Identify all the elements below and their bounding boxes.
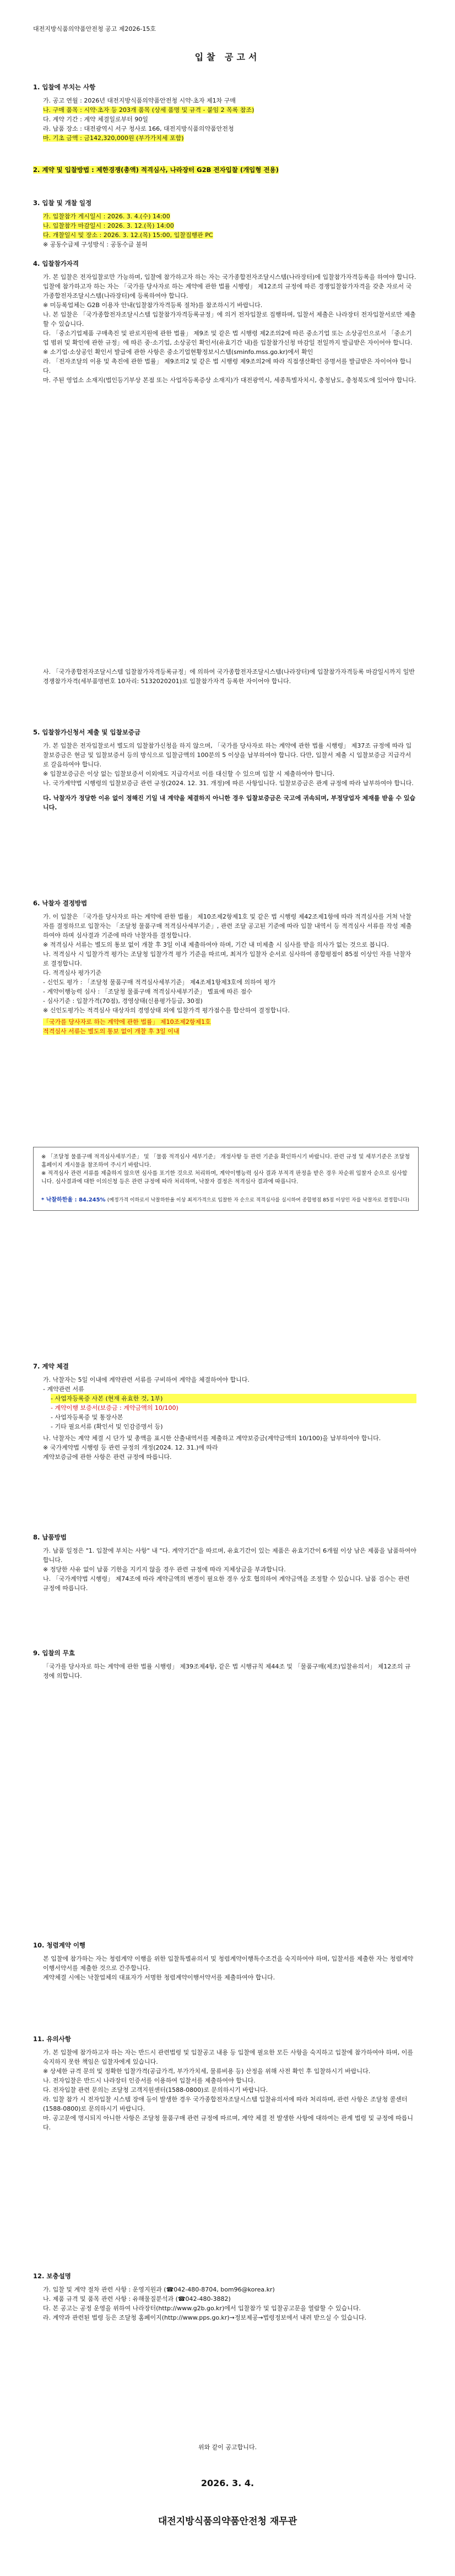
s10-body: 본 입찰에 참가하는 자는 청렴계약 이행을 위한 입찰특별유의서 및 청렴계약이행특수조건을 숙지하여야 하며, 입찰서를 제출한 자는 청렴계약 이행서약서를 제출한 것으로 간주합니다. 계약체결 시에는 낙찰업체의 대표자가 서명한 청렴계약이행서약서를 제출하여야 합니다.	[43, 1955, 414, 1981]
s1-line-1: 가. 공고 연월 : 2026년 대전지방식품의약품안전청 시약·초자 제1차 구매	[43, 96, 236, 104]
closing-line: 위와 같이 공고합니다.	[198, 2444, 257, 2451]
section-7-heading: 7. 계약 체결	[33, 1362, 69, 1370]
section-7	[0, 1362, 455, 1462]
section-8	[0, 1533, 455, 1593]
section-6-heading: 6. 낙찰자 결정방법	[33, 899, 88, 907]
notice-number: 대전지방식품의약품안전청 공고 제2026-15호	[33, 25, 156, 33]
s1-line-2: 나. 구매 품목 : 시약·초자 등 203개 품목 (상세 품명 및 규격 - 붙임 2 목록 참조)	[43, 106, 254, 114]
s1-line-5: 마. 기초 금액 : 금142,320,000원 (부가가치세 포함)	[43, 135, 184, 142]
s7-body: 가. 낙찰자는 5일 이내에 계약관련 서류를 구비하여 계약을 체결하여야 합니다. - 계약관련 서류	[43, 1376, 250, 1393]
notice-box	[33, 1147, 419, 1211]
lower-limit-label: * 낙찰하한율 : 84.245%	[41, 1197, 106, 1203]
s9-body: 「국가를 당사자로 하는 계약에 관한 법률 시행령」 제39조제4항, 같은 법 시행규칙 제44조 및 「물품구매(제조)입찰유의서」 제12조의 규정에 의합니다.	[43, 1662, 411, 1679]
section-6	[0, 899, 455, 1036]
page-title: 입찰 공고서	[194, 52, 261, 62]
section-9-heading: 9. 입찰의 무효	[33, 1649, 75, 1657]
section-4-sa	[0, 667, 455, 686]
section-5-heading: 5. 입찰참가신청서 제출 및 입찰보증금	[33, 728, 141, 736]
section-4	[0, 259, 455, 385]
s7-list-4: - 기타 필요서류 (확인서 및 인감증명서 등)	[51, 1423, 163, 1431]
s12-body: 가. 입찰 및 계약 절차 관련 사항 : 운영지원과 (☎042-480-8704, bom96@korea.kr) 나. 제품 규격 및 품목 관련 사항 : 유해물질분석과 (☎042-480-3882) 다. 본 공고는 공정 운영을 위하여 나라장터(http://www.g2b.go.kr)에서 입찰참가 및 입찰공고문을 열람할 수 있습니다. 라. 계약과 관련된 법령 등은 조달청 홈페이지(http://www.pps.go.kr)→정보제공→법령정보에서 내려 받으실 수 있습니다.	[43, 2285, 367, 2321]
s6-highlight-a: 「국가를 당사자로 하는 계약에 관한 법률」 제10조제2항제1호	[43, 1018, 211, 1026]
lower-limit-text: (예정가격 이하로서 낙찰하한율 이상 최저가격으로 입찰한 자 순으로 적격심사를 실시하여 종합평점 85점 이상인 자를 낙찰자로 결정합니다)	[107, 1198, 410, 1203]
section-10	[0, 1941, 455, 1982]
notice-box-text: ※ 「조달청 물품구매 적격심사세부기준」 및 「물품 적격심사 세부기준」 개정사항 등 관련 기준을 확인하시기 바랍니다. 관련 규정 및 세부기준은 조달청 홈페이지 게시물을 참조하여 주시기 바랍니다. ※ 적격심사 관련 서류를 제출하지 않으면 심사를 포기한 것으로 처리하며, 계약이행능력 심사 결과 부적격 판정을 받은 경우 차순위 입찰자 순으로 심사합니다. 심사결과에 대한 이의신청 등은 관련 규정에 따라 처리하며, 낙찰자 결정은 적격심사 결과에 따릅니다.	[41, 1154, 410, 1185]
s4-body: 가. 본 입찰은 전자입찰로만 가능하며, 입찰에 참가하고자 하는 자는 국가종합전자조달시스템(나라장터)에 입찰참가자격등록을 하여야 합니다. 입찰에 참가하고자 하는 자는 「국가를 당사자로 하는 계약에 관한 법률 시행령」 제12조의 규정에 따른 경쟁입찰참가자격을 갖춘 자로서 국가종합전자조달시스템(나라장터)에 등록하여야 합니다. ※ 미등록업체는 G2B 이용자 안내(입찰참가자격등록 절차)를 참조하시기 바랍니다. 나. 본 입찰은 「국가종합전자조달시스템 입찰참가자격등록규정」에 의거 전자입찰로 집행하며, 입찰서 제출은 나라장터 전자입찰서로만 제출할 수 있습니다. 다. 「중소기업제품 구매촉진 및 판로지원에 관한 법률」 제9조 및 같은 법 시행령 제2조의2에 따른 중소기업 또는 소상공인으로서 「중소기업 범위 및 확인에 관한 규정」에 따른 중·소기업, 소상공인 확인서(유효기간 내)를 입찰참가신청 마감일 전일까지 발급받은 자이어야 합니다. ※ 소기업·소상공인 확인서 발급에 관한 사항은 중소기업현황정보시스템(sminfo.mss.go.kr)에서 확인 라. 「전자조달의 이용 및 촉진에 관한 법률」 제9조의2 및 같은 법 시행령 제9조의2에 따라 직접생산확인 증명서를 발급받은 자이어야 합니다. 마. 주된 영업소 소재지(법인등기부상 본점 또는 사업자등록증상 소재지)가 대전광역시, 세종특별자치시, 충청남도, 충청북도에 있어야 합니다.	[43, 273, 416, 384]
section-10-heading: 10. 청렴계약 이행	[33, 1941, 86, 1949]
section-12	[0, 2272, 455, 2322]
s7-list-2: - 계약이행 보증서(보증금 : 계약금액의 10/100)	[51, 1404, 178, 1412]
section-5	[0, 728, 455, 812]
section-11	[0, 2035, 455, 2132]
s7-list-3: - 사업자등록증 및 통장사본	[51, 1414, 123, 1421]
s6-body: 가. 이 입찰은 「국가를 당사자로 하는 계약에 관한 법률」 제10조제2항제1호 및 같은 법 시행령 제42조제1항에 따라 적격심사를 거쳐 낙찰자를 결정하므로 입찰자는 「조달청 물품구매 적격심사세부기준」, 관련 조달 공고된 기준에 따라 입찰 내역서 등 적격심사 서류를 작성 제출하여야 하며 심사결과 기준에 따라 낙찰자를 결정합니다. ※ 적격심사 서류는 별도의 통보 없이 개찰 후 3일 이내 제출하여야 하며, 기간 내 미제출 시 심사를 받을 의사가 없는 것으로 봅니다. 나. 적격심사 시 입찰가격 평가는 조달청 입찰가격 평가 기준을 따르며, 최저가 입찰자 순서로 심사하여 종합평점이 85점 이상인 자를 낙찰자로 결정합니다. 다. 적격심사 평가기준 - 신인도 평가 : 「조달청 물품구매 적격심사세부기준」 제4조제1항제3호에 의하여 평가 - 계약이행능력 심사 : 「조달청 물품구매 적격심사세부기준」 별표에 따른 점수 - 심사기준 : 입찰가격(70점), 경영상태(신용평가등급, 30점) ※ 신인도평가는 적격심사 대상자의 경영상태 외에 입찰가격 평가점수를 합산하여 결정합니다.	[43, 913, 412, 1015]
section-3-heading: 3. 입찰 및 개찰 일정	[33, 199, 92, 207]
s6-highlight-b: 적격심사 서류는 별도의 통보 없이 개찰 후 3일 이내	[43, 1028, 180, 1035]
s3-line-1: 가. 입찰참가 게시일시 : 2026. 3. 4.(수) 14:00	[43, 212, 170, 220]
s3-line-4: ※ 공동수급제 구성방식 : 공동수급 불허	[43, 240, 148, 248]
s11-body: 가. 본 입찰에 참가하고자 하는 자는 반드시 관련법령 및 입찰공고 내용 등 입찰에 필요한 모든 사항을 숙지하고 입찰에 참가하여야 하며, 이를 숙지하지 못한 책임은 입찰자에게 있습니다. ※ 상세한 규격 문의 및 정확한 입찰가격(공급가격, 부가가치세, 물류비용 등) 산정을 위해 사전 확인 후 입찰하시기 바랍니다. 나. 전자입찰은 반드시 나라장터 인증서를 이용하여 입찰서를 제출하여야 합니다. 다. 전자입찰 관련 문의는 조달청 고객지원센터(1588-0800)로 문의하시기 바랍니다. 라. 입찰 참가 시 전자입찰 시스템 장애 등이 발생한 경우 국가종합전자조달시스템 입찰유의서에 따라 처리하며, 관련 사항은 조달청 콜센터(1588-0800)로 문의하시기 바랍니다. 마. 공고문에 명시되지 아니한 사항은 조달청 물품구매 관련 규정에 따르며, 계약 체결 전 발생한 사항에 대하여는 관계 법령 및 규정에 따릅니다.	[43, 2048, 413, 2132]
s8-body: 가. 납품 일정은 "1. 입찰에 부치는 사항" 내 "다. 계약기간"을 따르며, 유효기간이 있는 제품은 유효기간이 6개월 이상 남은 제품을 납품하여야 합니다. ※ 정당한 사유 없이 납품 기한을 지키지 않을 경우 관련 규정에 따라 지체상금을 부과합니다. 나. 「국가계약법 시행령」 제74조에 따라 계약금액의 변경이 필요한 경우 상호 협의하여 계약금액을 조정할 수 있습니다. 납품 검수는 관련 규정에 따릅니다.	[43, 1547, 416, 1592]
s3-line-3: 다. 개찰일시 및 장소 : 2026. 3. 12.(목) 15:00, 입찰집행관 PC	[43, 231, 213, 239]
section-9	[0, 1649, 455, 1681]
s4-sa-body: 사. 「국가종합전자조달시스템 입찰참가자격등록규정」에 의하여 국가종합전자조달시스템(나라장터)에 입찰참가자격등록 마감일시까지 일반경쟁참가자격(세부품명번호 10자리: 5132020201)로 입찰참가자격 등록한 자이어야 합니다.	[43, 668, 415, 685]
section-11-heading: 11. 유의사항	[33, 2035, 71, 2043]
s1-line-4: 라. 납품 장소 : 대전광역시 서구 청사로 166, 대전지방식품의약품안전청	[43, 125, 234, 132]
section-1	[0, 83, 455, 143]
section-12-heading: 12. 보충설명	[33, 2272, 71, 2280]
s3-line-2: 나. 입찰참가 마감일시 : 2026. 3. 12.(목) 14:00	[43, 222, 174, 229]
closing-date: 2026. 3. 4.	[201, 2478, 254, 2488]
s5-body-2: 다. 낙찰자가 정당한 이유 없이 정해진 기일 내 계약을 체결하지 아니한 경우 입찰보증금은 국고에 귀속되며, 부정당업자 제재를 받을 수 있습니다.	[43, 795, 416, 812]
section-1-heading: 1. 입찰에 부치는 사항	[33, 83, 96, 91]
s7-list-1: - 사업자등록증 사본 (현재 유효한 것, 1부)	[51, 1394, 416, 1403]
section-2-heading: 2. 계약 및 입찰방법 : 제한경쟁(총액) 적격심사, 나라장터 G2B 전자입찰 (개입형 전용)	[33, 166, 279, 174]
section-2	[0, 165, 455, 179]
closing-org: 대전지방식품의약품안전청 재무관	[158, 2516, 297, 2527]
s1-line-3: 다. 계약 기간 : 계약 체결일로부터 90일	[43, 115, 148, 123]
section-4-heading: 4. 입찰참가자격	[33, 260, 79, 267]
section-8-heading: 8. 납품방법	[33, 1533, 67, 1541]
s7-body-2: 나. 낙찰자는 계약 체결 시 단가 및 총액을 표시한 산출내역서를 제출하고 계약보증금(계약금액의 10/100)을 납부하여야 합니다. ※ 국가계약법 시행령 등 관련 규정의 개정(2024. 12. 31.)에 따라 계약보증금에 관한 사항은 관련 규정에 따릅니다.	[43, 1435, 381, 1461]
section-3	[0, 198, 455, 249]
s5-body: 가. 본 입찰은 전자입찰로서 별도의 입찰참가신청을 하지 않으며, 「국가를 당사자로 하는 계약에 관한 법률 시행령」 제37조 규정에 따라 입찰보증금은 현금 및 입찰보증서 등의 방식으로 입찰금액의 100분의 5 이상을 납부하여야 합니다. 다만, 입찰서 제출 시 입찰보증금 지급각서로 갈음하여야 합니다. ※ 입찰보증금은 이상 없는 입찰보증서 이외에도 지급각서로 이를 대신할 수 있으며 입찰 시 제출하여야 합니다. 나. 국가계약법 시행령의 입찰보증금 관련 규정(2024. 12. 31. 개정)에 따른 사항입니다. 입찰보증금은 관계 규정에 따라 납부하여야 합니다.	[43, 742, 414, 787]
